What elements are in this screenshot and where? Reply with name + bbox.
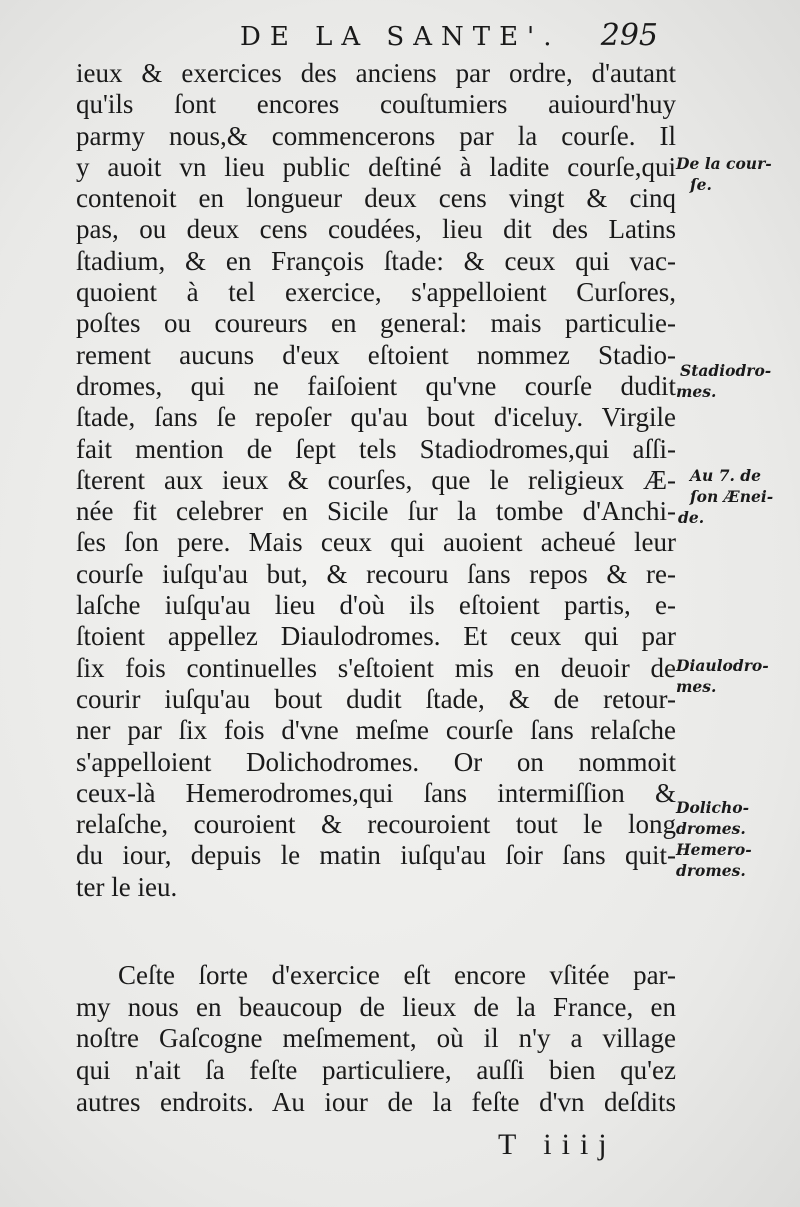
text-line: s'appelloient Dolichodromes. Or on nommoit [76,746,676,777]
text-line: parmy nous,& commencerons par la courſe. Il [76,120,676,151]
text-line: ſtoient appellez Diaulodromes. Et ceux qui par [76,621,676,652]
running-head: DE LA SANTE'. [240,22,561,52]
margin-note-line: Hemero- [676,840,752,859]
margin-note-line: dromes. [676,819,746,838]
margin-note-diaulodromes [676,655,796,697]
text-line: noſtre Gaſcogne meſmement, où il n'y a village [76,1023,676,1054]
text-line: ieux & exercices des anciens par ordre, d'autant [76,58,676,88]
text-line: poſtes ou coureurs en general: mais particulie- [76,308,676,339]
margin-note-line: Diaulodro- [676,656,769,675]
text-line: laſche iuſqu'au lieu d'où ils eſtoient partis, e- [76,590,676,621]
margin-note-stadiodromes [676,360,796,402]
page-number: 295 [600,18,658,53]
text-line: qu'ils ſont encores couſtumiers auiourd'huy [76,89,676,120]
margin-note-line: Stadiodro- [680,361,772,380]
text-line: contenoit en longueur deux cens vingt & cinq [76,183,676,214]
text-line: y auoit vn lieu public deſtiné à ladite courſe,qui [76,151,676,182]
text-line: ſterent aux ieux & courſes, que le religieux Æ- [76,464,676,495]
text-line: pas, ou deux cens coudées, lieu dit des Latins [76,214,676,245]
text-line: autres endroits. Au iour de la feſte d'vn deſdits [76,1086,676,1117]
text-line: courſe iuſqu'au but, & recouru ſans repos & re- [76,558,676,589]
text-line: du iour, depuis le matin iuſqu'au ſoir ſans quit- [76,840,676,871]
margin-note-line: mes. [676,382,717,401]
text-line: qui n'ait ſa feſte particuliere, auſſi bien qu'ez [76,1055,676,1086]
text-line: ſes ſon pere. Mais ceux qui auoient acheué leur [76,527,676,558]
paragraph-2 [76,960,676,1118]
margin-note-aeneid [676,465,796,528]
text-line: ſtade, ſans ſe repoſer qu'au bout d'iceluy. Virgile [76,402,676,433]
text-line: née fit celebrer en Sicile ſur la tombe d'Anchi- [76,496,676,527]
text-line: rement aucuns d'eux eſtoient nommez Stadio- [76,339,676,370]
margin-note-course [676,153,796,195]
page-header [240,18,670,58]
text-line: fait mention de ſept tels Stadiodromes,qui aſſi- [76,433,676,464]
margin-note-line: ſon Ænei- [690,487,774,506]
margin-note-line: Dolicho- [676,798,750,817]
text-line: my nous en beaucoup de lieux de la France, en [76,991,676,1022]
text-line: Ceſte ſorte d'exercice eſt encore vſitée par- [118,960,676,990]
text-line: ter le ieu. [76,871,178,902]
text-line: quoient à tel exercice, s'appelloient Curſores, [76,277,676,308]
text-line: ner par ſix fois d'vne meſme courſe ſans relaſche [76,715,676,746]
text-line: ceux-là Hemerodromes,qui ſans intermiſſion & [76,777,676,808]
margin-note-line: mes. [676,677,717,696]
text-line: dromes, qui ne faiſoient qu'vne courſe dudit [76,370,676,401]
signature-mark: T iiij [498,1128,617,1161]
margin-note-line: De la cour- [676,154,772,173]
text-line: ſtadium, & en François ſtade: & ceux qui vac- [76,245,676,276]
text-line: courir iuſqu'au bout dudit ſtade, & de retour- [76,683,676,714]
margin-note-line: dromes. [676,861,746,880]
margin-note-line: ſe. [690,175,712,194]
margin-note-dolichodromes [676,797,796,881]
margin-note-line: Au 7. de [690,466,761,485]
margin-note-line: de. [678,508,705,527]
text-line: ſix fois continuelles s'eſtoient mis en deuoir de [76,652,676,683]
paragraph-1 [76,58,676,903]
text-line: relaſche, couroient & recouroient tout le long [76,809,676,840]
